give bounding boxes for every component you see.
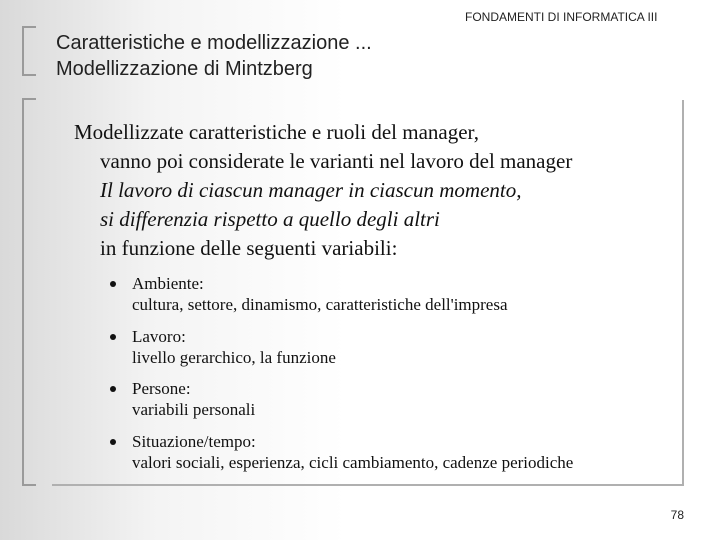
list-item-detail: valori sociali, esperienza, cicli cambiamento, cadenze periodiche <box>132 452 574 472</box>
intro-line-3: in funzione delle seguenti variabili: <box>100 236 398 260</box>
list-item-term: Lavoro: <box>132 326 186 346</box>
italic-line-2: si differenzia rispetto a quello degli altri <box>100 207 440 231</box>
bullet-dot-icon <box>110 334 116 340</box>
body-text <box>74 118 674 263</box>
list-item-term: Ambiente: <box>132 274 204 293</box>
slide-title-line2: Modellizzazione di Mintzberg <box>56 58 313 80</box>
bullet-dot-icon <box>110 439 116 445</box>
list-item-term: Persone: <box>132 379 191 398</box>
list-item <box>110 378 680 420</box>
title-bracket <box>22 26 36 76</box>
content-bracket <box>22 98 36 486</box>
intro-line-2: vanno poi considerate le varianti nel lavoro del manager <box>100 149 573 173</box>
bullet-dot-icon <box>110 281 116 287</box>
list-item <box>110 431 680 473</box>
page-number: 78 <box>670 508 684 522</box>
list-item-detail: cultura, settore, dinamismo, caratteristiche dell'impresa <box>132 295 508 314</box>
italic-line-1: Il lavoro di ciascun manager in ciascun momento, <box>100 178 522 202</box>
course-name: FONDAMENTI DI INFORMATICA III <box>465 10 658 24</box>
list-item-term: Situazione/tempo: <box>132 431 256 451</box>
list-item <box>110 273 680 315</box>
variables-list <box>110 273 680 483</box>
bullet-dot-icon <box>110 386 116 392</box>
list-item-detail: variabili personali <box>132 400 256 419</box>
list-item-detail: livello gerarchico, la funzione <box>132 347 336 367</box>
slide-title-line1: Caratteristiche e modellizzazione ... <box>56 32 372 54</box>
slide-title <box>56 30 372 82</box>
intro-line-1: Modellizzate caratteristiche e ruoli del manager, <box>74 120 479 144</box>
list-item <box>110 326 680 368</box>
